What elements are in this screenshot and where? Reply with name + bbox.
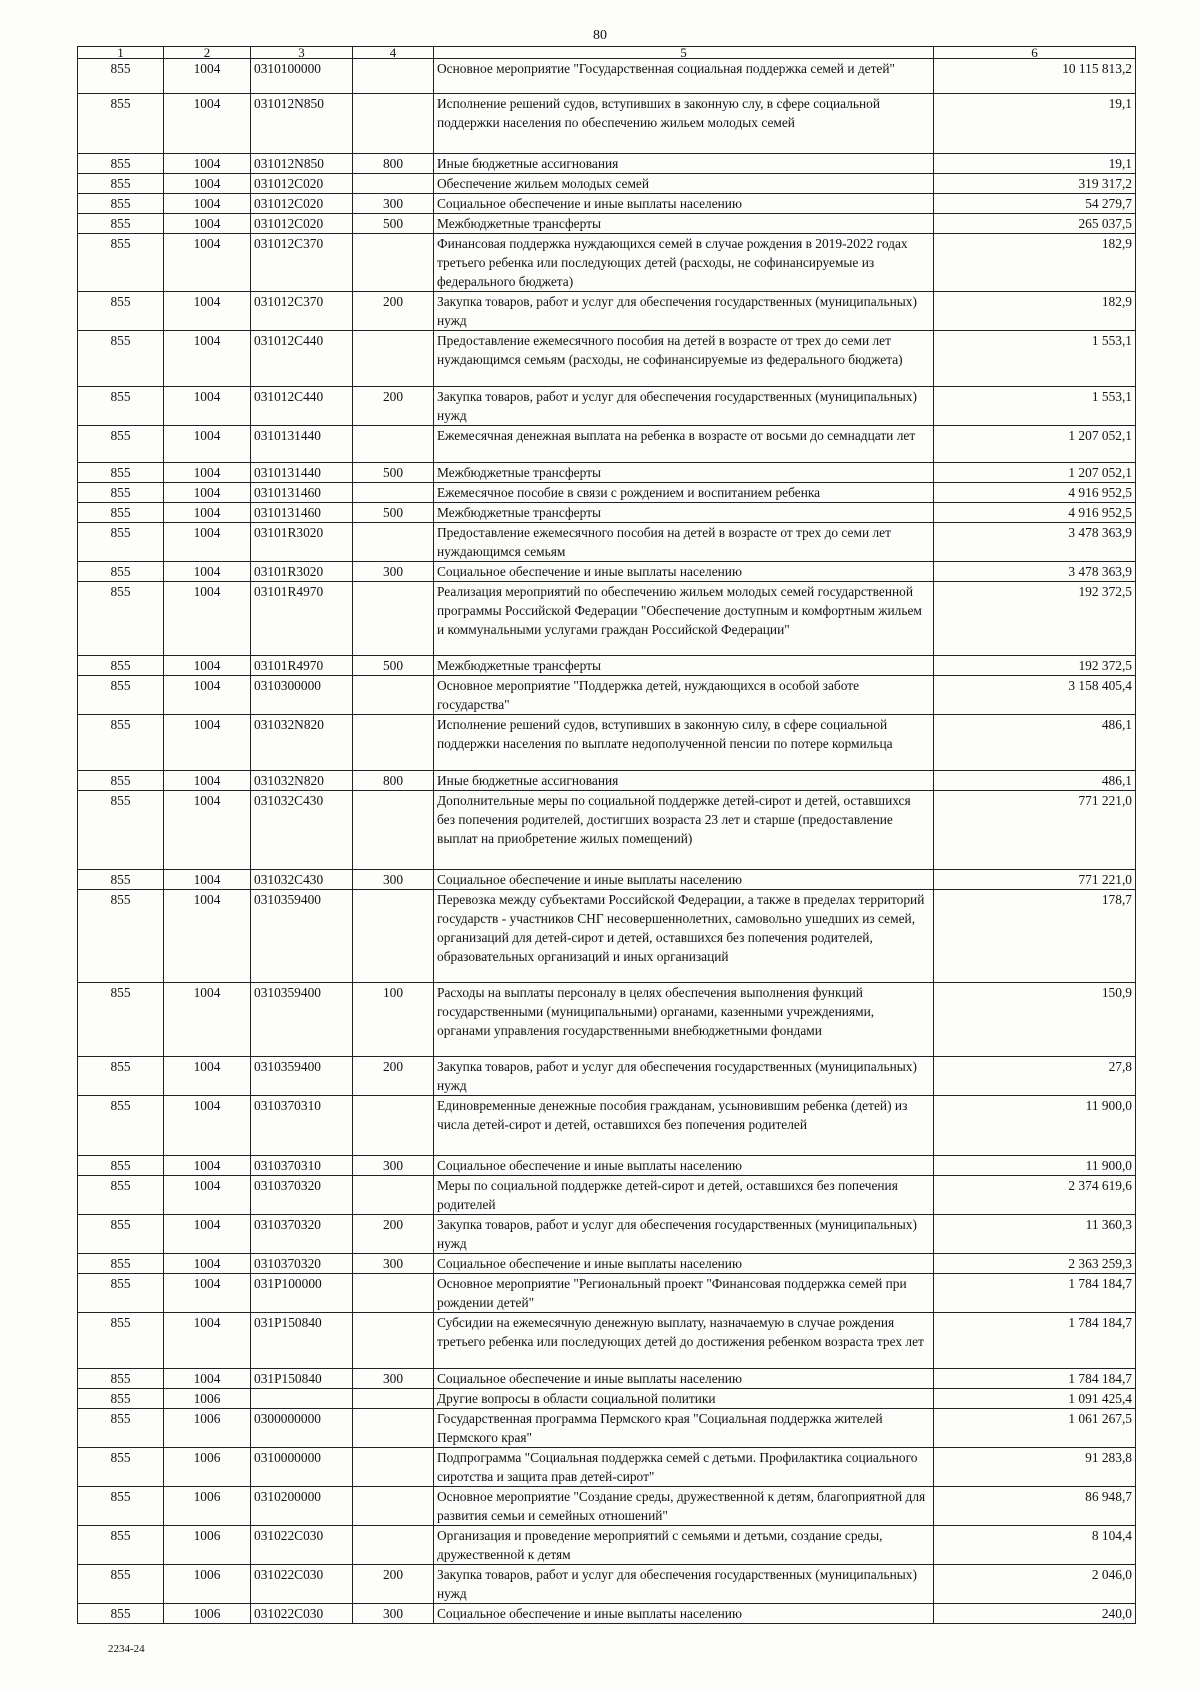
budget-table [77, 46, 1136, 1624]
cell-section-code: 1004 [164, 154, 251, 174]
table-row [78, 331, 1136, 387]
table-row [78, 154, 1136, 174]
cell-admin-code: 855 [78, 1487, 164, 1526]
cell-amount: 771 221,0 [934, 791, 1136, 870]
cell-target-article: 031012C440 [251, 331, 353, 387]
cell-section-code: 1004 [164, 676, 251, 715]
cell-amount: 2 374 619,6 [934, 1176, 1136, 1215]
cell-expense-type: 300 [353, 1156, 434, 1176]
cell-description: Предоставление ежемесячного пособия на детей в возрасте от трех до семи лет нуждающимся семьям [434, 523, 934, 562]
cell-description: Реализация мероприятий по обеспечению жильем молодых семей государственной программы Российской Федерации "Обеспечение доступным и комфортным жильем и коммунальными услугами граждан Российской Федерации" [434, 582, 934, 656]
cell-target-article: 031032C430 [251, 870, 353, 890]
cell-amount: 192 372,5 [934, 582, 1136, 656]
cell-amount: 486,1 [934, 715, 1136, 771]
cell-description: Социальное обеспечение и иные выплаты населению [434, 562, 934, 582]
cell-amount: 2 046,0 [934, 1565, 1136, 1604]
cell-section-code: 1004 [164, 1176, 251, 1215]
cell-amount: 319 317,2 [934, 174, 1136, 194]
cell-admin-code: 855 [78, 1565, 164, 1604]
table-row [78, 1487, 1136, 1526]
cell-description: Другие вопросы в области социальной политики [434, 1389, 934, 1409]
cell-section-code: 1004 [164, 1096, 251, 1156]
cell-target-article: 031012N850 [251, 94, 353, 154]
cell-description: Межбюджетные трансферты [434, 656, 934, 676]
cell-admin-code: 855 [78, 194, 164, 214]
cell-amount: 4 916 952,5 [934, 503, 1136, 523]
cell-description: Социальное обеспечение и иные выплаты населению [434, 1254, 934, 1274]
cell-admin-code: 855 [78, 1274, 164, 1313]
cell-admin-code: 855 [78, 1369, 164, 1389]
table-row [78, 503, 1136, 523]
cell-section-code: 1006 [164, 1487, 251, 1526]
table-row [78, 1057, 1136, 1096]
table-row [78, 582, 1136, 656]
cell-description: Исполнение решений судов, вступивших в законную слу, в сфере социальной поддержки населения по обеспечению жильем молодых семей [434, 94, 934, 154]
cell-target-article: 0310100000 [251, 59, 353, 94]
cell-description: Закупка товаров, работ и услуг для обеспечения государственных (муниципальных) нужд [434, 292, 934, 331]
cell-amount: 10 115 813,2 [934, 59, 1136, 94]
cell-section-code: 1004 [164, 1215, 251, 1254]
cell-section-code: 1004 [164, 59, 251, 94]
cell-section-code: 1004 [164, 292, 251, 331]
cell-expense-type: 800 [353, 771, 434, 791]
cell-admin-code: 855 [78, 791, 164, 870]
cell-description: Основное мероприятие "Поддержка детей, нуждающихся в особой заботе государства" [434, 676, 934, 715]
cell-admin-code: 855 [78, 1096, 164, 1156]
cell-amount: 1 091 425,4 [934, 1389, 1136, 1409]
column-header: 1 [78, 47, 164, 59]
cell-admin-code: 855 [78, 1156, 164, 1176]
cell-amount: 86 948,7 [934, 1487, 1136, 1526]
cell-section-code: 1006 [164, 1526, 251, 1565]
cell-amount: 1 207 052,1 [934, 463, 1136, 483]
cell-description: Финансовая поддержка нуждающихся семей в случае рождения в 2019-2022 годах третьего ребенка или последующих детей (расходы, не софинансируемые из федерального бюджета) [434, 234, 934, 292]
cell-expense-type [353, 1096, 434, 1156]
cell-amount: 1 553,1 [934, 387, 1136, 426]
cell-expense-type [353, 523, 434, 562]
cell-target-article: 031P150840 [251, 1313, 353, 1369]
cell-admin-code: 855 [78, 292, 164, 331]
cell-section-code: 1004 [164, 562, 251, 582]
cell-section-code: 1004 [164, 387, 251, 426]
cell-target-article: 0310359400 [251, 1057, 353, 1096]
cell-amount: 8 104,4 [934, 1526, 1136, 1565]
cell-admin-code: 855 [78, 387, 164, 426]
cell-section-code: 1004 [164, 483, 251, 503]
cell-target-article: 0310131440 [251, 463, 353, 483]
cell-amount: 11 900,0 [934, 1096, 1136, 1156]
cell-admin-code: 855 [78, 463, 164, 483]
cell-section-code: 1004 [164, 1274, 251, 1313]
cell-target-article: 031P150840 [251, 1369, 353, 1389]
cell-amount: 1 784 184,7 [934, 1369, 1136, 1389]
table-row [78, 463, 1136, 483]
cell-expense-type: 300 [353, 562, 434, 582]
cell-expense-type: 200 [353, 387, 434, 426]
cell-amount: 3 478 363,9 [934, 523, 1136, 562]
table-row [78, 1369, 1136, 1389]
cell-admin-code: 855 [78, 523, 164, 562]
cell-amount: 54 279,7 [934, 194, 1136, 214]
cell-amount: 178,7 [934, 890, 1136, 983]
cell-section-code: 1004 [164, 870, 251, 890]
cell-target-article: 0310370310 [251, 1156, 353, 1176]
cell-description: Социальное обеспечение и иные выплаты населению [434, 1156, 934, 1176]
document-code: 2234-24 [108, 1643, 145, 1655]
cell-description: Расходы на выплаты персоналу в целях обеспечения выполнения функций государственными (муниципальными) органами, казенными учреждениями, органами управления государственными внебюджетными фондами [434, 983, 934, 1057]
cell-expense-type [353, 890, 434, 983]
cell-section-code: 1004 [164, 503, 251, 523]
table-row [78, 1156, 1136, 1176]
cell-admin-code: 855 [78, 1215, 164, 1254]
cell-section-code: 1004 [164, 890, 251, 983]
cell-target-article: 031012N850 [251, 154, 353, 174]
cell-expense-type: 500 [353, 503, 434, 523]
cell-admin-code: 855 [78, 890, 164, 983]
cell-target-article: 0310370310 [251, 1096, 353, 1156]
cell-section-code: 1004 [164, 174, 251, 194]
cell-expense-type [353, 791, 434, 870]
cell-description: Подпрограмма "Социальная поддержка семей с детьми. Профилактика социального сиротства и защита прав детей-сирот" [434, 1448, 934, 1487]
cell-amount: 265 037,5 [934, 214, 1136, 234]
cell-admin-code: 855 [78, 676, 164, 715]
cell-admin-code: 855 [78, 715, 164, 771]
table-row [78, 234, 1136, 292]
column-header: 3 [251, 47, 353, 59]
cell-description: Основное мероприятие "Государственная социальная поддержка семей и детей" [434, 59, 934, 94]
column-header: 5 [434, 47, 934, 59]
cell-section-code: 1006 [164, 1448, 251, 1487]
cell-expense-type: 200 [353, 1215, 434, 1254]
cell-target-article: 0310200000 [251, 1487, 353, 1526]
cell-admin-code: 855 [78, 1057, 164, 1096]
page-number: 80 [593, 28, 607, 43]
cell-description: Социальное обеспечение и иные выплаты населению [434, 1369, 934, 1389]
cell-amount: 771 221,0 [934, 870, 1136, 890]
cell-target-article: 031032N820 [251, 715, 353, 771]
cell-description: Перевозка между субъектами Российской Федерации, а также в пределах территорий государств - участников СНГ несовершеннолетних, самовольно ушедших из семей, организаций для детей-сирот и детей, оставшихся без попечения родителей, образовательных организаций и иных организаций [434, 890, 934, 983]
cell-expense-type [353, 582, 434, 656]
cell-section-code: 1004 [164, 656, 251, 676]
cell-amount: 1 784 184,7 [934, 1274, 1136, 1313]
cell-description: Единовременные денежные пособия гражданам, усыновившим ребенка (детей) из числа детей-сирот и детей, оставшихся без попечения родителей [434, 1096, 934, 1156]
table-row [78, 1313, 1136, 1369]
cell-expense-type: 300 [353, 870, 434, 890]
column-header: 6 [934, 47, 1136, 59]
cell-description: Ежемесячная денежная выплата на ребенка в возрасте от восьми до семнадцати лет [434, 426, 934, 463]
table-row [78, 292, 1136, 331]
table-row [78, 1274, 1136, 1313]
cell-amount: 4 916 952,5 [934, 483, 1136, 503]
cell-expense-type [353, 1274, 434, 1313]
cell-description: Межбюджетные трансферты [434, 503, 934, 523]
cell-description: Дополнительные меры по социальной поддержке детей-сирот и детей, оставшихся без попечения родителей, достигших возраста 23 лет и старше (предоставление выплат на приобретение жилых помещений) [434, 791, 934, 870]
cell-expense-type: 300 [353, 1369, 434, 1389]
cell-amount: 19,1 [934, 94, 1136, 154]
cell-section-code: 1004 [164, 715, 251, 771]
cell-expense-type: 300 [353, 1604, 434, 1624]
cell-description: Иные бюджетные ассигнования [434, 154, 934, 174]
cell-expense-type: 500 [353, 656, 434, 676]
table-row [78, 194, 1136, 214]
cell-amount: 1 553,1 [934, 331, 1136, 387]
table-row [78, 656, 1136, 676]
table-body [78, 59, 1136, 1624]
column-header: 4 [353, 47, 434, 59]
cell-expense-type: 800 [353, 154, 434, 174]
cell-description: Социальное обеспечение и иные выплаты населению [434, 194, 934, 214]
cell-target-article: 0300000000 [251, 1409, 353, 1448]
cell-amount: 150,9 [934, 983, 1136, 1057]
cell-description: Социальное обеспечение и иные выплаты населению [434, 1604, 934, 1624]
cell-description: Закупка товаров, работ и услуг для обеспечения государственных (муниципальных) нужд [434, 387, 934, 426]
cell-amount: 27,8 [934, 1057, 1136, 1096]
cell-section-code: 1004 [164, 582, 251, 656]
table-row [78, 426, 1136, 463]
cell-expense-type [353, 1448, 434, 1487]
cell-description: Социальное обеспечение и иные выплаты населению [434, 870, 934, 890]
cell-section-code: 1004 [164, 194, 251, 214]
table-row [78, 214, 1136, 234]
cell-description: Иные бюджетные ассигнования [434, 771, 934, 791]
cell-section-code: 1004 [164, 1057, 251, 1096]
cell-section-code: 1004 [164, 234, 251, 292]
cell-admin-code: 855 [78, 1448, 164, 1487]
cell-section-code: 1004 [164, 426, 251, 463]
cell-expense-type: 200 [353, 1057, 434, 1096]
cell-amount: 11 900,0 [934, 1156, 1136, 1176]
table-row [78, 1096, 1136, 1156]
cell-target-article: 031012C020 [251, 174, 353, 194]
cell-description: Предоставление ежемесячного пособия на детей в возрасте от трех до семи лет нуждающимся семьям (расходы, не софинансируемые из федерального бюджета) [434, 331, 934, 387]
cell-amount: 192 372,5 [934, 656, 1136, 676]
cell-admin-code: 855 [78, 154, 164, 174]
cell-target-article: 0310300000 [251, 676, 353, 715]
table-row [78, 890, 1136, 983]
cell-section-code: 1004 [164, 1254, 251, 1274]
cell-target-article: 031P100000 [251, 1274, 353, 1313]
cell-description: Межбюджетные трансферты [434, 214, 934, 234]
cell-description: Основное мероприятие "Создание среды, дружественной к детям, благоприятной для развития семьи и семейных отношений" [434, 1487, 934, 1526]
cell-admin-code: 855 [78, 503, 164, 523]
cell-description: Основное мероприятие "Региональный проект "Финансовая поддержка семей при рождении детей" [434, 1274, 934, 1313]
table-row [78, 523, 1136, 562]
cell-expense-type: 200 [353, 292, 434, 331]
table-row [78, 715, 1136, 771]
cell-target-article: 03101R3020 [251, 562, 353, 582]
cell-section-code: 1004 [164, 523, 251, 562]
cell-admin-code: 855 [78, 771, 164, 791]
cell-admin-code: 855 [78, 1313, 164, 1369]
cell-admin-code: 855 [78, 1254, 164, 1274]
cell-section-code: 1004 [164, 463, 251, 483]
cell-expense-type: 200 [353, 1565, 434, 1604]
cell-section-code: 1004 [164, 771, 251, 791]
cell-expense-type [353, 1389, 434, 1409]
cell-target-article: 0310131440 [251, 426, 353, 463]
cell-amount: 1 207 052,1 [934, 426, 1136, 463]
cell-expense-type [353, 1176, 434, 1215]
table-row [78, 791, 1136, 870]
cell-expense-type: 500 [353, 463, 434, 483]
cell-target-article: 0310370320 [251, 1215, 353, 1254]
table-row [78, 1526, 1136, 1565]
table-row [78, 94, 1136, 154]
cell-expense-type [353, 1526, 434, 1565]
cell-amount: 486,1 [934, 771, 1136, 791]
cell-admin-code: 855 [78, 1526, 164, 1565]
cell-admin-code: 855 [78, 214, 164, 234]
cell-description: Субсидии на ежемесячную денежную выплату, назначаемую в случае рождения третьего ребенка или последующих детей до достижения ребенком возраста трех лет [434, 1313, 934, 1369]
cell-amount: 11 360,3 [934, 1215, 1136, 1254]
cell-target-article: 031012C440 [251, 387, 353, 426]
cell-amount: 3 158 405,4 [934, 676, 1136, 715]
cell-section-code: 1004 [164, 1313, 251, 1369]
cell-description: Межбюджетные трансферты [434, 463, 934, 483]
cell-target-article: 031022C030 [251, 1604, 353, 1624]
cell-target-article: 031032C430 [251, 791, 353, 870]
cell-description: Закупка товаров, работ и услуг для обеспечения государственных (муниципальных) нужд [434, 1215, 934, 1254]
cell-target-article: 031012C370 [251, 292, 353, 331]
cell-description: Организация и проведение мероприятий с семьями и детьми, создание среды, дружественной к детям [434, 1526, 934, 1565]
cell-target-article: 0310359400 [251, 983, 353, 1057]
cell-target-article: 031012C370 [251, 234, 353, 292]
cell-admin-code: 855 [78, 1604, 164, 1624]
cell-amount: 182,9 [934, 292, 1136, 331]
table-row [78, 1176, 1136, 1215]
table-row [78, 676, 1136, 715]
cell-admin-code: 855 [78, 562, 164, 582]
cell-expense-type [353, 174, 434, 194]
cell-admin-code: 855 [78, 94, 164, 154]
cell-section-code: 1004 [164, 331, 251, 387]
table-row [78, 1389, 1136, 1409]
cell-admin-code: 855 [78, 234, 164, 292]
cell-amount: 19,1 [934, 154, 1136, 174]
cell-section-code: 1004 [164, 94, 251, 154]
cell-description: Ежемесячное пособие в связи с рождением и воспитанием ребенка [434, 483, 934, 503]
cell-admin-code: 855 [78, 426, 164, 463]
cell-expense-type: 300 [353, 194, 434, 214]
cell-expense-type [353, 1487, 434, 1526]
cell-admin-code: 855 [78, 483, 164, 503]
table-row [78, 1215, 1136, 1254]
cell-admin-code: 855 [78, 1176, 164, 1215]
cell-expense-type: 300 [353, 1254, 434, 1274]
cell-amount: 3 478 363,9 [934, 562, 1136, 582]
cell-target-article [251, 1389, 353, 1409]
cell-section-code: 1006 [164, 1565, 251, 1604]
cell-expense-type [353, 426, 434, 463]
cell-expense-type [353, 1313, 434, 1369]
cell-admin-code: 855 [78, 656, 164, 676]
cell-target-article: 031012C020 [251, 194, 353, 214]
cell-admin-code: 855 [78, 331, 164, 387]
cell-target-article: 031022C030 [251, 1526, 353, 1565]
table-row [78, 1604, 1136, 1624]
table-header-row [78, 47, 1136, 59]
cell-section-code: 1004 [164, 791, 251, 870]
cell-description: Обеспечение жильем молодых семей [434, 174, 934, 194]
cell-target-article: 0310131460 [251, 503, 353, 523]
cell-expense-type [353, 715, 434, 771]
cell-section-code: 1004 [164, 214, 251, 234]
cell-section-code: 1006 [164, 1604, 251, 1624]
cell-target-article: 03101R3020 [251, 523, 353, 562]
cell-admin-code: 855 [78, 174, 164, 194]
column-header: 2 [164, 47, 251, 59]
cell-expense-type [353, 234, 434, 292]
cell-target-article: 0310370320 [251, 1176, 353, 1215]
cell-expense-type: 100 [353, 983, 434, 1057]
cell-expense-type [353, 94, 434, 154]
table-row [78, 483, 1136, 503]
cell-amount: 91 283,8 [934, 1448, 1136, 1487]
cell-target-article: 031032N820 [251, 771, 353, 791]
cell-expense-type: 500 [353, 214, 434, 234]
table-row [78, 1409, 1136, 1448]
cell-target-article: 03101R4970 [251, 582, 353, 656]
cell-description: Государственная программа Пермского края "Социальная поддержка жителей Пермского края" [434, 1409, 934, 1448]
cell-amount: 182,9 [934, 234, 1136, 292]
cell-amount: 1 061 267,5 [934, 1409, 1136, 1448]
cell-target-article: 0310370320 [251, 1254, 353, 1274]
cell-admin-code: 855 [78, 870, 164, 890]
cell-admin-code: 855 [78, 582, 164, 656]
cell-description: Закупка товаров, работ и услуг для обеспечения государственных (муниципальных) нужд [434, 1057, 934, 1096]
table-row [78, 771, 1136, 791]
cell-expense-type [353, 59, 434, 94]
table-row [78, 983, 1136, 1057]
cell-target-article: 0310000000 [251, 1448, 353, 1487]
cell-target-article: 031022C030 [251, 1565, 353, 1604]
table-row [78, 1254, 1136, 1274]
cell-description: Исполнение решений судов, вступивших в законную силу, в сфере социальной поддержки населения по выплате недополученной пенсии по потере кормильца [434, 715, 934, 771]
table-row [78, 174, 1136, 194]
cell-admin-code: 855 [78, 1409, 164, 1448]
cell-description: Меры по социальной поддержке детей-сирот и детей, оставшихся без попечения родителей [434, 1176, 934, 1215]
table-row [78, 59, 1136, 94]
cell-target-article: 03101R4970 [251, 656, 353, 676]
cell-admin-code: 855 [78, 59, 164, 94]
cell-section-code: 1004 [164, 1369, 251, 1389]
cell-amount: 1 784 184,7 [934, 1313, 1136, 1369]
cell-expense-type [353, 676, 434, 715]
cell-admin-code: 855 [78, 983, 164, 1057]
cell-section-code: 1006 [164, 1409, 251, 1448]
table-row [78, 870, 1136, 890]
table-row [78, 1448, 1136, 1487]
cell-target-article: 0310359400 [251, 890, 353, 983]
cell-section-code: 1006 [164, 1389, 251, 1409]
table-row [78, 387, 1136, 426]
cell-admin-code: 855 [78, 1389, 164, 1409]
cell-amount: 240,0 [934, 1604, 1136, 1624]
cell-section-code: 1004 [164, 983, 251, 1057]
cell-description: Закупка товаров, работ и услуг для обеспечения государственных (муниципальных) нужд [434, 1565, 934, 1604]
cell-section-code: 1004 [164, 1156, 251, 1176]
cell-amount: 2 363 259,3 [934, 1254, 1136, 1274]
cell-expense-type [353, 331, 434, 387]
cell-target-article: 0310131460 [251, 483, 353, 503]
cell-expense-type [353, 1409, 434, 1448]
table-row [78, 562, 1136, 582]
cell-expense-type [353, 483, 434, 503]
cell-target-article: 031012C020 [251, 214, 353, 234]
table-row [78, 1565, 1136, 1604]
